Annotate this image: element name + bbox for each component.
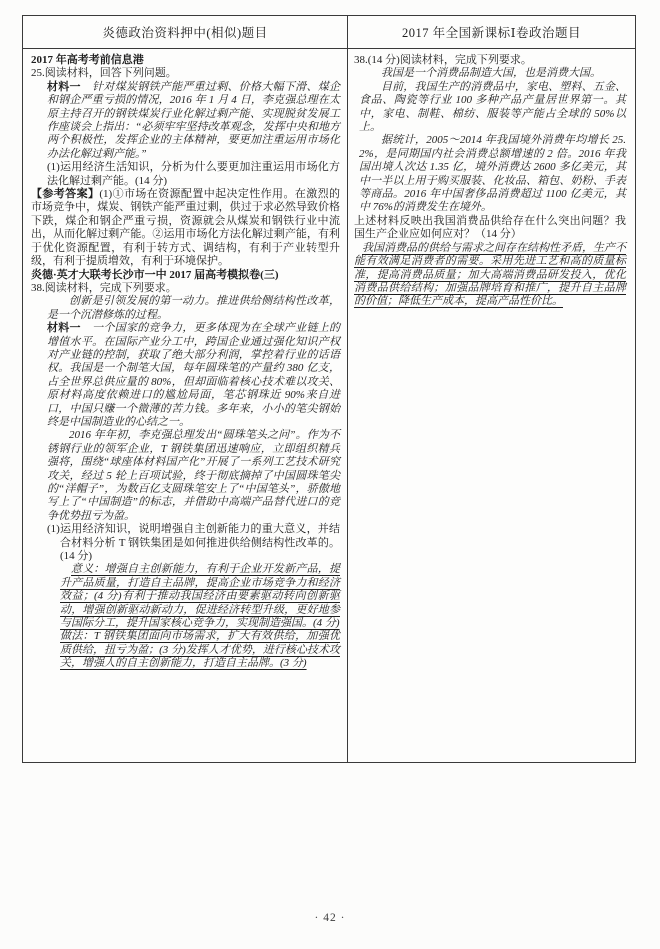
table-header-left: 炎德政治资料押中(相似)题目 (23, 16, 348, 48)
left-column (23, 49, 348, 762)
q38-answer-meaning: 意义：增强自主创新能力，有利于企业开发新产品，提升产品质量，打造自主品牌，提高企业市场竞争力和经济效益；(4 分)有利于推动我国经济由要素驱动转向创新驱动，增强创新驱动新动力，促进经济转型升级，更好地参与国际分工，提升国家核心竞争力，实现制造强国。(4 分) (60, 563, 340, 630)
q38-right-para-3: 据统计，2005～2014 年我国境外消费年均增长 25.2%，是同期国内社会消费总额增速的 2 倍。2016 年我国出境人次达 1.35 亿，境外消费达 2600 多亿美元，其中一半以上用于购买服装、化妆品、箱包、奶粉、手表等商品。2016 年中国奢侈品消费超过 1100 亿美元，其中 76%的消费发生在境外。 (359, 134, 626, 214)
q38-material-1 (47, 322, 340, 429)
q38-intro: 创新是引领发展的第一动力。推进供给侧结构性改革，是一个沉潜修炼的过程。 (47, 295, 340, 321)
reference-answer-text: (1)①市场在资源配置中起决定性作用。在激烈的市场竞争中，煤炭、钢铁产能严重过剩，供过于求必然导致价格下跌，煤企和钢企严重亏损，资源就会从煤炭和钢铁行业中流出，从而化解过剩产能。②运用市场化方法化解过剩产能，有利于优化资源配置，有利于转方式、调结构，有利于产业转型升级，有利于提质增效，有利于环境保护。 (31, 188, 341, 268)
q25-material-1 (47, 81, 340, 161)
table-body (23, 49, 635, 762)
page-number: · 42 · (314, 912, 346, 924)
q38-material-1b: 2016 年年初，李克强总理发出“圆珠笔头之问”。作为不锈钢行业的领军企业，T 钢铁集团迅速响应，立即组织精兵强将，围绕“球座体材料国产化”开展了一系列工艺技术研究攻关，经过 5 轮上百项试验，终于彻底摘掉了中国圆珠笔尖的“洋帽子”，为数百亿支圆珠笔安上了“中国笔头”，骄傲地写上了“中国制造”的标志，并借助中高端产品替代进口的竞争优势扭亏为盈。 (47, 429, 340, 522)
table-header-right: 2017 年全国新课标Ⅰ卷政治题目 (401, 26, 582, 40)
q38-right-stem: 38.(14 分)阅读材料，完成下列要求。 (354, 54, 532, 66)
q38-answer-method: 做法：T 钢铁集团面向市场需求，扩大有效供给，加强优质供给，扭亏为盈；(3 分)发挥人才优势，进行核心技术攻关，增强人的自主创新能力，打造自主品牌。(3 分) (60, 630, 340, 670)
q38-material-1-text: 一个国家的竞争力，更多体现为在全球产业链上的增值水平。在国际产业分工中，跨国企业通过强化知识产权对产业链的控制，获取了绝大部分利润，掌控着行业的话语权。我国是一个制笔大国，每年圆珠笔的产量约 380 亿支，占全世界总供应量的 80%，但却面临着核心技术难以攻关、原材料高度依赖进口的尴尬局面，笔芯钢珠近 90%来自进口，中国只赚一个微薄的苦力钱。多年来，小小的笔尖钢始终是中国制造业的心结之一。 (47, 322, 341, 428)
reference-answer-label: 【参考答案】 (31, 188, 100, 201)
q25-body (31, 81, 340, 188)
material-1-label: 材料一 (47, 80, 93, 93)
right-column (348, 49, 635, 762)
table-header-row (23, 16, 635, 49)
q25-stem: 25.阅读材料，回答下列问题。 (31, 67, 177, 80)
q38-question-1: (1)运用经济知识，说明增强自主创新能力的重大意义，并结合材料分析 T 钢铁集团是如何推进供给侧结构性改革的。(14 分) (47, 523, 340, 563)
q38-right-answer: 我国消费品的供给与需求之间存在结构性矛盾，生产不能有效满足消费者的需要。采用先进工艺和高的质量标准，提高消费品质量；加大高端消费品研发投入，优化消费品供给结构；加强品牌培育和推广，提升自主品牌的价值；降低生产成本，提高产品性价比。 (354, 241, 626, 308)
source-title-2: 炎德·英才大联考长沙市一中 2017 届高考模拟卷(三) (31, 268, 279, 281)
comparison-table (22, 15, 636, 763)
q38-right-para-1: 我国是一个消费品制造大国，也是消费大国。 (381, 67, 601, 80)
q38-answer-block (47, 563, 340, 670)
q38-right-para-2: 目前，我国生产的消费品中，家电、塑料、五金、食品、陶瓷等行业 100 多种产品产量居世界第一。其中，家电、制鞋、棉纺、服装等产能占全球的 50%以上。 (359, 80, 626, 134)
q38-material-1-label: 材料一 (47, 322, 93, 335)
source-title-1: 2017 年高考考前信息港 (31, 54, 144, 66)
reference-answer (31, 188, 340, 268)
q38-left-body (31, 295, 340, 670)
q25-question-1: (1)运用经济生活知识，分析为什么要更加注重运用市场化方法化解过剩产能。(14 分) (47, 161, 340, 187)
q38-right-question: 上述材料反映出我国消费品供给存在什么突出问题？我国生产企业应如何应对？（14 分） (354, 214, 626, 241)
q38-left-stem: 38.阅读材料，完成下列要求。 (31, 281, 177, 294)
material-1-text: 针对煤炭钢铁产能严重过剩、价格大幅下滑、煤企和钢企严重亏损的情况，2016 年 1 月 4 日，李克强总理在太原主持召开的钢铁煤炭行业化解过剩产能、实现脱贫发展工作座谈会上指出：“必须牢牢坚持改革观念，发挥中央和地方两个积极性，发挥企业的主体精神，要更加注重运用市场化办法化解过剩产能。” (47, 80, 341, 160)
